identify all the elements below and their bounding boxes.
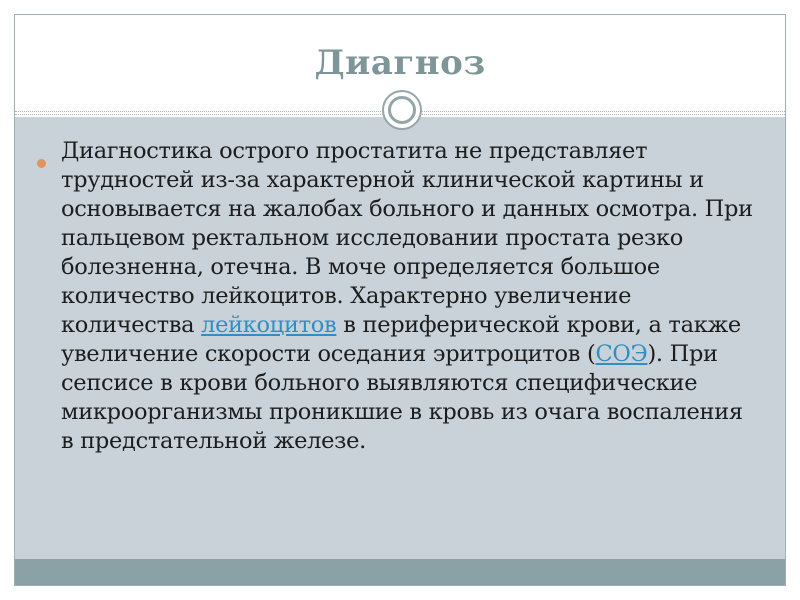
slide-title: Диагноз: [314, 43, 486, 83]
circle-ornament-icon: [382, 90, 422, 130]
body-text-part-3: ). При сепсисе в крови больного выявляются специфические микроорганизмы проникшие в кровь из очага воспаления в предстательной железе.: [61, 341, 743, 454]
body-text-part-2: в периферической крови, а также увеличение скорости оседания эритроцитов (: [61, 312, 741, 367]
esr-link[interactable]: СОЭ: [595, 341, 648, 367]
inner-circle-icon: [388, 96, 416, 124]
bullet-text: [61, 137, 761, 456]
bullet-icon: [37, 159, 46, 168]
content-area: [15, 117, 785, 559]
footer-bar: [15, 559, 785, 585]
body-text-part-1: Диагностика острого простатита не представляет трудностей из-за характерной клинической картины и основывается на жалобах больного и данных осмотра. При пальцевом ректальном исследовании простата резко болезненна, отечна. В моче определяется большое количество лейкоцитов. Характерно увеличение количества: [61, 138, 753, 338]
leukocytes-link[interactable]: лейкоцитов: [201, 312, 337, 338]
slide: [14, 14, 786, 586]
